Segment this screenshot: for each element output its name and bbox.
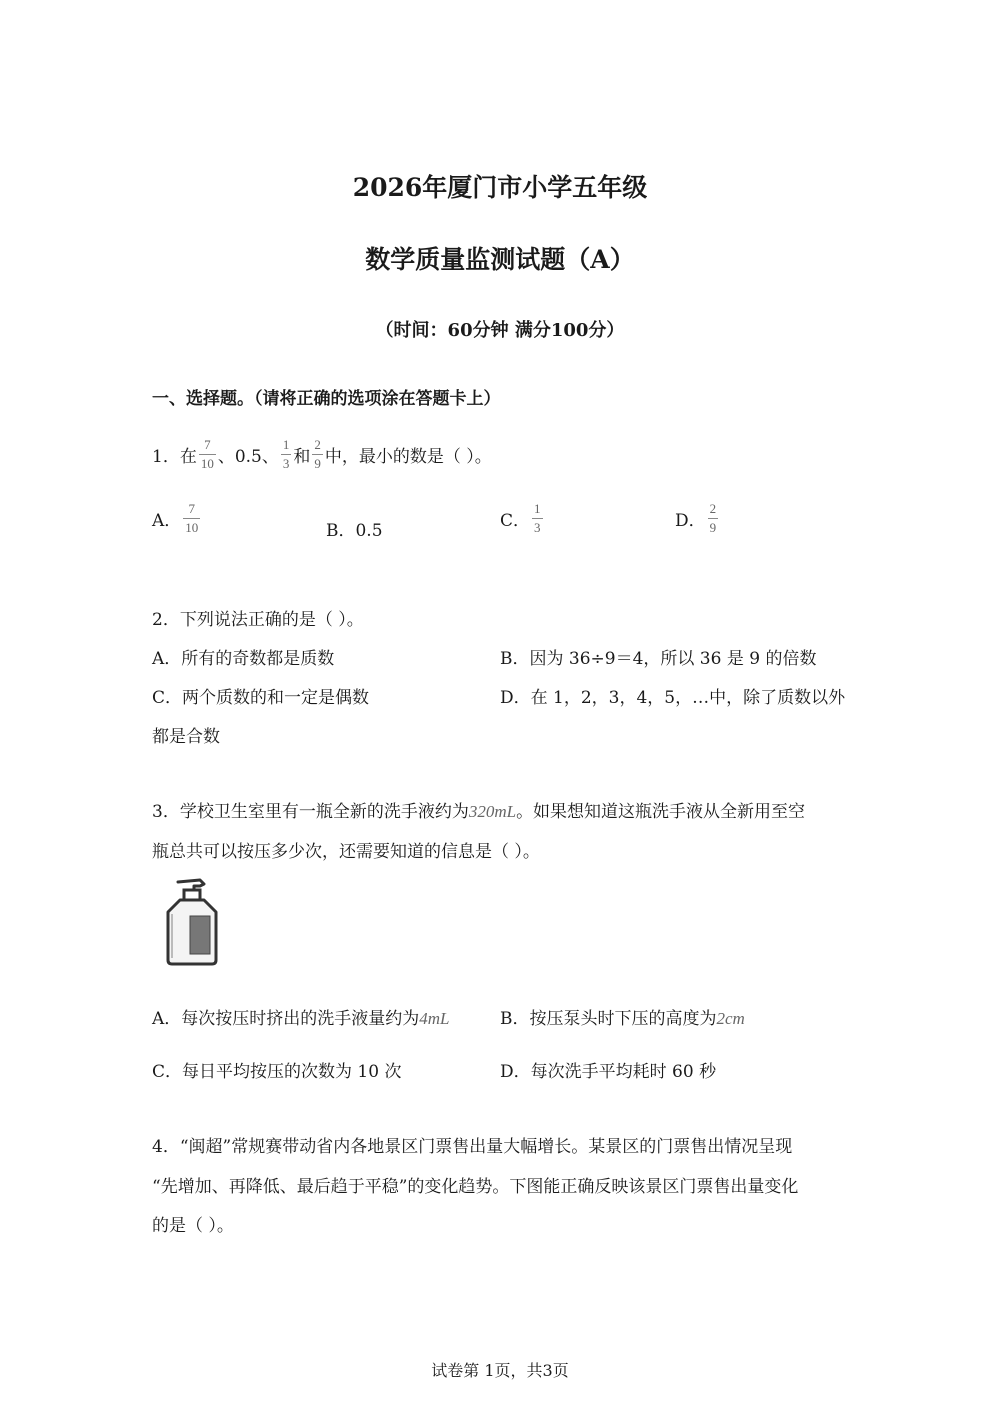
question-4-line3: 的是（ ）。: [152, 1216, 234, 1236]
q1-sep2: 和: [293, 447, 311, 467]
q2-option-d: D．在 1，2，3，4，5，…中，除了质数以外: [500, 688, 846, 708]
q3-stem-pre: 3．学校卫生室里有一瓶全新的洗手液约为: [152, 802, 469, 822]
q2-option-b: B．因为 36÷9＝4，所以 36 是 9 的倍数: [500, 649, 817, 669]
q1-suffix: 中，最小的数是（ ）。: [324, 447, 492, 467]
frac-den: 9: [314, 456, 321, 471]
q3-option-b: [500, 1004, 745, 1029]
page-footer: 试卷第 1页，共3页: [431, 1361, 569, 1380]
option-label: C．: [500, 511, 531, 531]
q1-sep1: 、0.5、: [217, 447, 279, 467]
q3-stem-post: 。如果想知道这瓶洗手液从全新用至空: [516, 802, 806, 822]
fraction-7-10: [183, 502, 200, 535]
frac-num: 1: [534, 501, 541, 516]
q3-b-text: B．按压泵头时下压的高度为: [500, 1009, 717, 1029]
frac-num: 7: [204, 437, 211, 452]
option-label: A．: [152, 511, 182, 531]
q2-option-a: A．所有的奇数都是质数: [152, 649, 335, 669]
soap-bottle-icon: [160, 872, 224, 968]
frac-den: 9: [709, 520, 717, 535]
exam-title: 2026年厦门市小学五年级: [352, 173, 648, 202]
q3-option-c: C．每日平均按压的次数为 10 次: [152, 1062, 402, 1082]
frac-den: 10: [185, 520, 199, 535]
frac-num: 7: [188, 501, 196, 516]
frac-den: 3: [534, 520, 541, 535]
q3-volume-value: 320mL: [468, 802, 517, 821]
q2-option-c: C．两个质数的和一定是偶数: [152, 688, 370, 708]
frac-num: 1: [282, 437, 290, 452]
fraction-2-9: [312, 438, 323, 471]
fraction-2-9: [708, 502, 719, 535]
frac-den: 10: [200, 456, 214, 471]
question-1-stem: [152, 438, 492, 471]
q1-option-b: B．0.5: [326, 521, 383, 541]
q1-option-a: [152, 502, 202, 535]
q1-option-c: [500, 502, 545, 535]
q2-option-d-continued: 都是合数: [152, 727, 220, 747]
frac-num: 2: [709, 501, 717, 516]
question-3-stem-line2: 瓶总共可以按压多少次，还需要知道的信息是（ ）。: [152, 842, 540, 862]
fraction-1-3: [281, 438, 292, 471]
exam-time-info: （时间：60分钟 满分100分）: [375, 320, 625, 341]
question-2-stem: 2．下列说法正确的是（ ）。: [152, 610, 364, 630]
frac-num: 2: [314, 437, 321, 452]
q1-prefix: 1．在: [152, 447, 197, 467]
option-label: D．: [675, 511, 706, 531]
q3-b-value: 2cm: [716, 1009, 745, 1028]
q3-option-d: D．每次洗手平均耗时 60 秒: [500, 1062, 717, 1082]
exam-subtitle: 数学质量监测试题（A）: [365, 245, 635, 274]
fraction-1-3: [532, 502, 543, 535]
section-heading: 一、选择题。（请将正确的选项涂在答题卡上）: [152, 389, 501, 409]
q3-a-text: A．每次按压时挤出的洗手液量约为: [152, 1009, 420, 1029]
question-4-line1: 4．“闽超”常规赛带动省内各地景区门票售出量大幅增长。某景区的门票售出情况呈现: [152, 1137, 793, 1157]
q3-a-value: 4mL: [419, 1009, 450, 1028]
question-3-stem: [152, 797, 805, 822]
q3-option-a: [152, 1004, 450, 1029]
question-4-line2: “先增加、再降低、最后趋于平稳”的变化趋势。下图能正确反映该景区门票售出量变化: [152, 1177, 799, 1197]
fraction-7-10: [199, 438, 216, 471]
q1-option-d: [675, 502, 720, 535]
frac-den: 3: [282, 456, 290, 471]
